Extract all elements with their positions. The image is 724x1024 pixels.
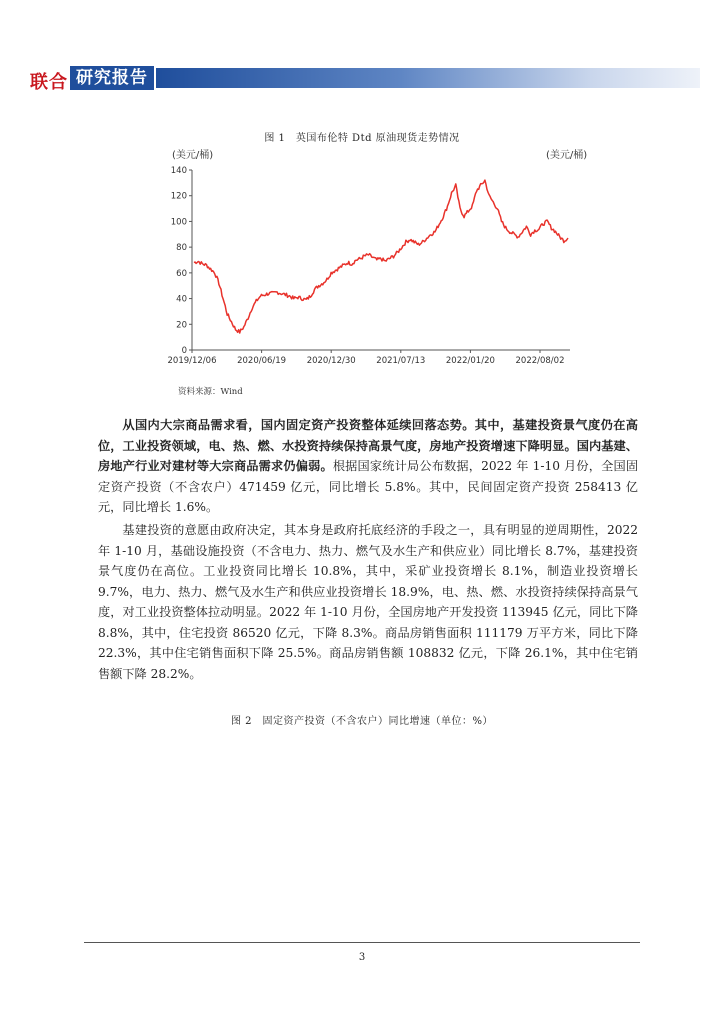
paragraph-bold-summary: 从国内大宗商品需求看，国内固定资产投资整体延续回落态势。其中，基建投资景气度仍在高位，工业投资领域，电、热、燃、水投资持续保持高景气度，房地产投资增速下降明显。国内基建、房地产行业对建材等大宗商品需求仍偏弱。: [98, 418, 638, 473]
footer-divider: [84, 942, 640, 943]
paragraph-investment-detail: 基建投资的意愿由政府决定，其本身是政府托底经济的手段之一，具有明显的逆周期性，2022 年 1-10 月，基础设施投资（不含电力、热力、燃气及水生产和供应业）同比增长 8.7%，基建投资景气度仍在高位。工业投资同比增长 10.8%，其中，采矿业投资增长 8.1%，制造业投资增长 9.7%，电力、热力、燃气及水生产和供应业投资增长 18.9%，电、热、燃、水投资持续保持高景气度，对工业投资整体拉动明显。2022 年 1-10 月份，全国房地产开发投资 113945 亿元，同比下降 8.8%，其中，住宅投资 86520 亿元，下降 8.3%。商品房销售面积 111179 万平方米，同比下降 22.3%，其中住宅销售面积下降 25.5%。商品房销售额 108832 亿元，下降 26.1%，其中住宅销售额下降 28.2%。: [98, 523, 638, 681]
paragraph-demand-summary: [98, 415, 638, 518]
y-tick-label: 20: [176, 320, 187, 331]
y-tick-label: 0: [181, 346, 187, 356]
x-tick-label: 2020/12/30: [306, 356, 356, 366]
series-line: [194, 180, 568, 333]
y-tick-label: 60: [176, 268, 187, 279]
y-tick-label: 120: [170, 191, 187, 202]
x-tick-label: 2019/12/06: [167, 356, 217, 366]
x-tick-label: 2022/08/02: [515, 356, 565, 366]
brent-oil-price-chart: [160, 160, 580, 375]
y-axis-unit-right: (美元/桶): [546, 150, 588, 161]
chart-ticks: [168, 166, 565, 366]
header-gradient-bar: [156, 68, 700, 88]
figure1-source: 资料来源：Wind: [178, 387, 243, 397]
brand-name-blue: 研究报告: [70, 66, 154, 90]
x-tick-label: 2022/01/20: [445, 356, 495, 366]
brand-name-red: 联合: [30, 72, 68, 93]
figure2-caption: 图 2 固定资产投资（不含农户）同比增速（单位：%）: [230, 716, 494, 727]
x-tick-label: 2020/06/19: [237, 356, 287, 366]
y-tick-label: 40: [176, 294, 187, 305]
y-tick-label: 100: [170, 217, 187, 228]
y-tick-label: 140: [170, 166, 187, 176]
paragraph-stats: 根据国家统计局公布数据，2022 年 1-10 月份，全国固定资产投资（不含农户）471459 亿元，同比增长 5.8%。其中，民间固定资产投资 258413 亿元，同比增长 1.6%。: [98, 459, 639, 514]
report-header: [0, 66, 724, 92]
y-axis-unit-left: (美元/桶): [172, 150, 214, 161]
y-tick-label: 80: [176, 243, 187, 254]
figure1-caption: 图 1 英国布伦特 Dtd 原油现货走势情况: [264, 133, 460, 144]
x-tick-label: 2021/07/13: [376, 356, 426, 366]
page-number: 3: [358, 952, 366, 963]
